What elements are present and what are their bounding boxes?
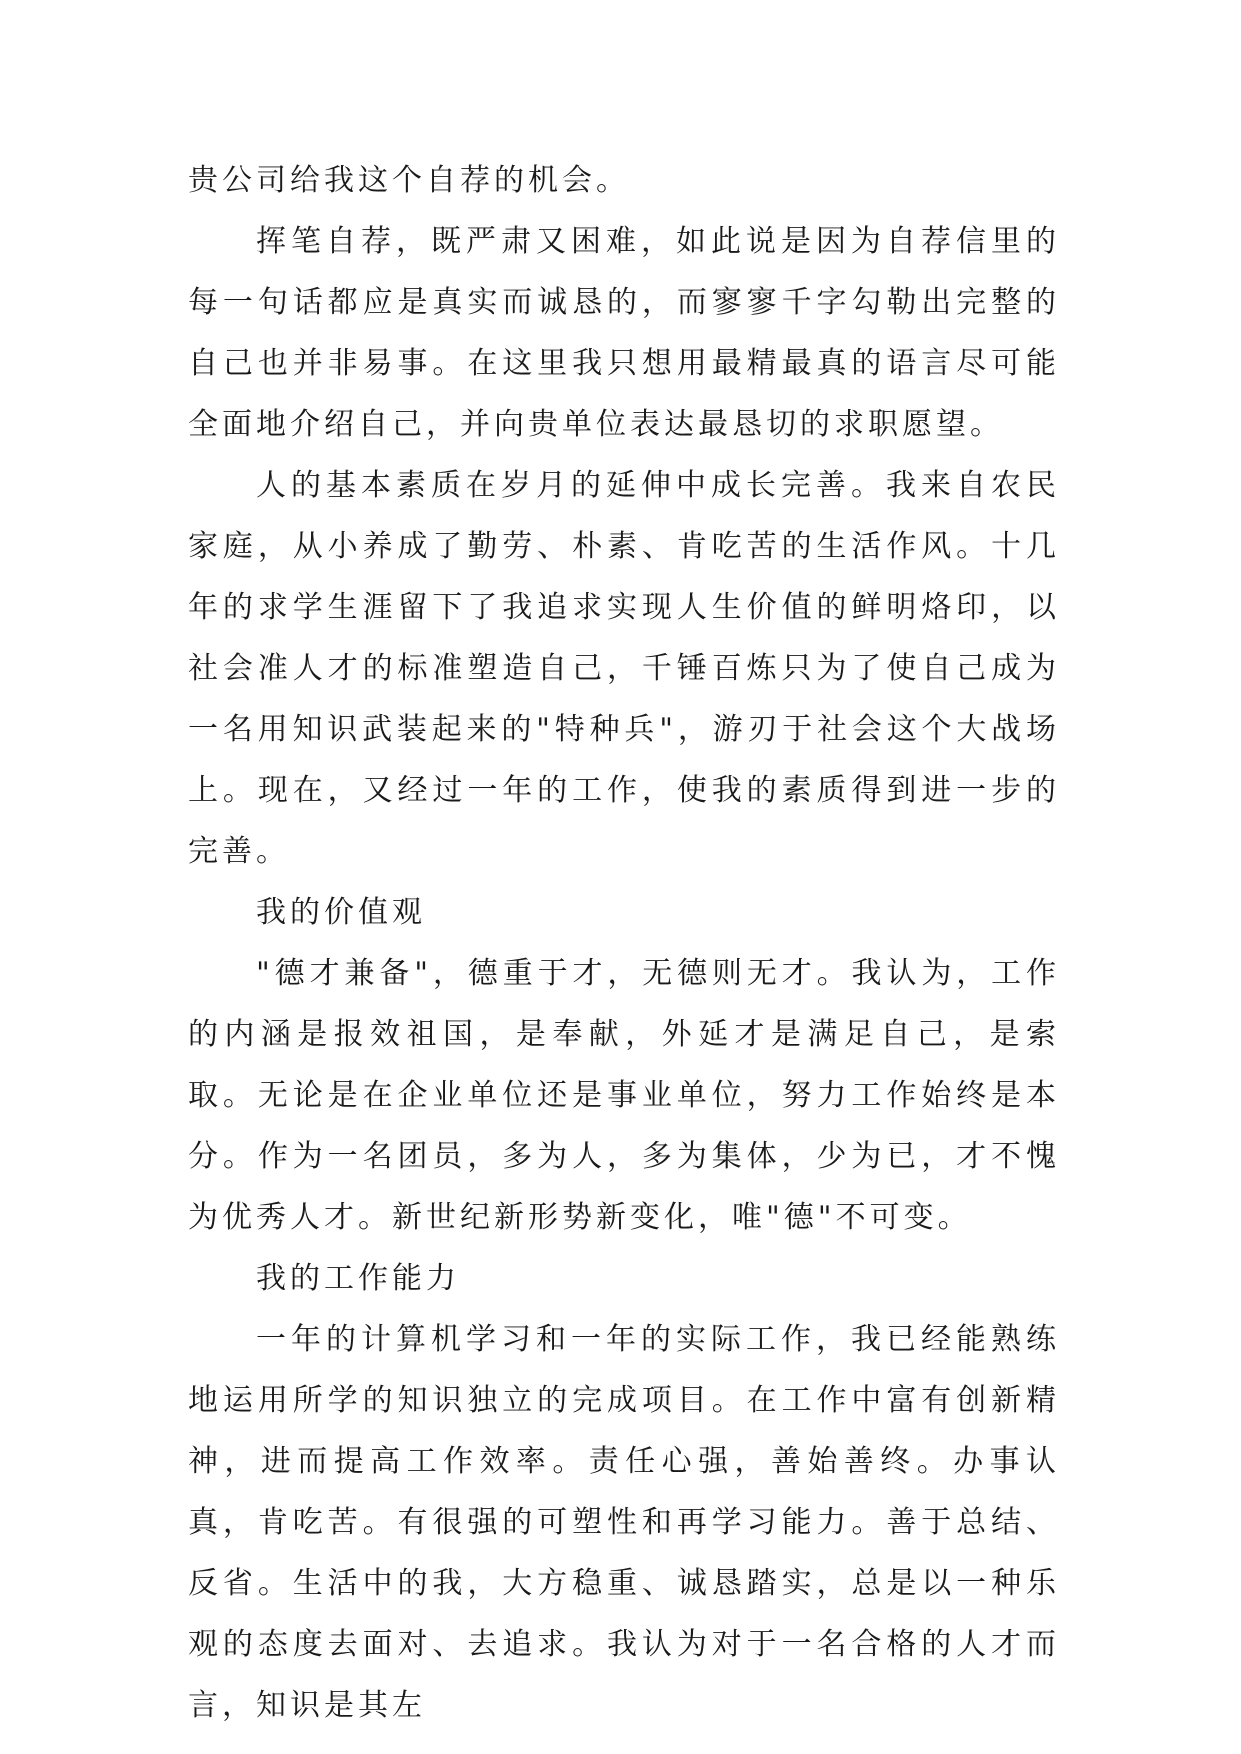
section-heading-ability: 我的工作能力 [256, 1261, 460, 1296]
paragraph-2: 挥笔自荐，既严肃又困难，如此说是因为自荐信里的每一句话都应是真实而诚恳的，而寥寥千字勾勒出完整的自己也并非易事。在这里我只想用最精最真的语言尽可能全面地介绍自己，并向贵单位表达最恳切的求职愿望。 [188, 224, 1060, 442]
paragraph-1: 贵公司给我这个自荐的机会。 [188, 163, 630, 198]
paragraph-4: "德才兼备"，德重于才，无德则无才。我认为，工作的内涵是报效祖国，是奉献，外延才是满足自己，是索取。无论是在企业单位还是事业单位，努力工作始终是本分。作为一名团员，多为人，多为集体，少为已，才不愧为优秀人才。新世纪新形势新变化，唯"德"不可变。 [188, 956, 1060, 1235]
paragraph-5: 一年的计算机学习和一年的实际工作，我已经能熟练地运用所学的知识独立的完成项目。在工作中富有创新精神，进而提高工作效率。责任心强，善始善终。办事认真，肯吃苦。有很强的可塑性和再学习能力。善于总结、反省。生活中的我，大方稳重、诚恳踏实，总是以一种乐观的态度去面对、去追求。我认为对于一名合格的人才而言，知识是其左 [188, 1322, 1060, 1723]
section-heading-values: 我的价值观 [256, 895, 426, 930]
document-body [188, 150, 1060, 1736]
paragraph-3: 人的基本素质在岁月的延伸中成长完善。我来自农民家庭，从小养成了勤劳、朴素、肯吃苦的生活作风。十几年的求学生涯留下了我追求实现人生价值的鲜明烙印，以社会准人才的标准塑造自己，千锤百炼只为了使自己成为一名用知识武装起来的"特种兵"，游刃于社会这个大战场上。现在，又经过一年的工作，使我的素质得到进一步的完善。 [188, 468, 1060, 869]
